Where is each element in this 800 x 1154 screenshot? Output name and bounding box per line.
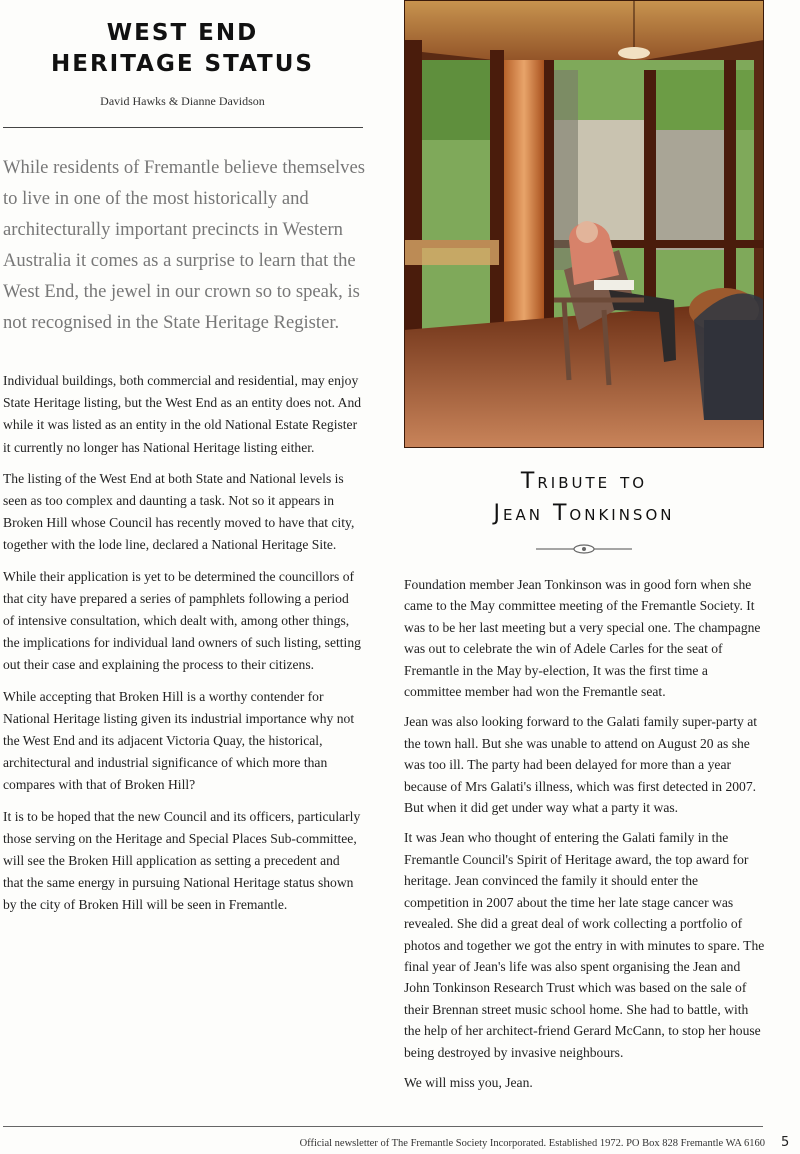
- tribute-body: [404, 574, 766, 1102]
- byline: David Hawks & Dianne Davidson: [100, 94, 265, 108]
- tribute-title-line-2: Jean Tonkinson: [493, 501, 675, 526]
- paragraph: We will miss you, Jean.: [404, 1074, 533, 1090]
- paragraph: While accepting that Broken Hill is a worthy contender for National Heritage listing given its industrial importance why not the West End and its adjacent Victoria Quay, the historical, architectural and industrial significance of which more than compares with that of Broken Hill?: [3, 688, 355, 793]
- paragraph: It was Jean who thought of entering the Galati family in the Fremantle Council's Spirit of Heritage award, the top award for heritage. Jean convinced the family it should enter the competition in 2007 about the time her late stage cancer was revealed. She did a great deal of work collecting a portfolio of photos and together we got the entry in with minutes to spare. The final year of Jean's life was also spent organising the Jean and John Tonkinson Research Trust which was based on the sale of their Brennan street music school home. She had to battle, with the help of her architect-friend Gerard McCann, to stop her house being destroyed by invasive neighbours.: [404, 830, 765, 1060]
- paragraph: Jean was also looking forward to the Galati family super-party at the town hall. But she was unable to attend on August 20 as she was too ill. The party had been delayed for more than a year because of Mrs Galati's illness, which was first detected in 2007. But when it did get under way what a party it was.: [404, 714, 758, 816]
- divider: [3, 127, 363, 128]
- sunroom-photo: [404, 0, 764, 448]
- title-line-1: WEST END: [106, 20, 259, 46]
- intro-text: While residents of Fremantle believe themselves to live in one of the most historically and architecturally important precincts in Western Australia it comes as a surprise to learn that the West End, the jewel in our crown so to speak, is not recognised in the State Heritage Register.: [3, 157, 365, 333]
- intro-paragraph: [3, 152, 365, 338]
- tribute-title: [404, 466, 764, 530]
- paragraph: While their application is yet to be determined the councillors of that city have prepared a series of pamphlets following a period of intensive consultation, which dealt with, among other things, the implications for individual land owners of such listing, setting out their case and explaining the process to their citizens.: [3, 568, 361, 673]
- paragraph: The listing of the West End at both State and National levels is seen as too complex and daunting a task. Not so it appears in Broken Hill whose Council has recently moved to have that city, together with the lode line, declared a National Heritage Site.: [3, 470, 355, 553]
- article-title: [0, 18, 365, 80]
- article-body: [3, 370, 363, 926]
- footer-text: Official newsletter of The Fremantle Society Incorporated. Established 1972. PO Box 828 Fremantle WA 6160: [299, 1138, 765, 1149]
- ornament-divider-icon: [536, 542, 632, 556]
- paragraph: Foundation member Jean Tonkinson was in good forn when she came to the May committee meeting of the Fremantle Society. It was to be her last meeting but a very special one. The champagne was out to celebrate the win of Adele Carles for the seat of Fremantle in the May by-election, It was the first time a committee member had won the Fremantle seat.: [404, 577, 761, 700]
- article-west-end: [0, 0, 372, 1125]
- footer-divider: [3, 1126, 763, 1127]
- paragraph: It is to be hoped that the new Council and its officers, particularly those serving on the Heritage and Special Places Sub-committee, will see the Broken Hill application as setting a precedent and that the same energy in pursuing National Heritage status shown by the city of Broken Hill will be seen in Fremantle.: [3, 808, 361, 913]
- page-number: 5: [781, 1135, 790, 1150]
- paragraph: Individual buildings, both commercial and residential, may enjoy State Heritage listing, but the West End as an entity does not. And while it was listed as an entity in the old National Estate Register it currently no longer has National Heritage listing either.: [3, 373, 362, 455]
- tribute-title-line-1: Tribute to: [520, 469, 648, 494]
- title-line-2: HERITAGE STATUS: [51, 51, 314, 77]
